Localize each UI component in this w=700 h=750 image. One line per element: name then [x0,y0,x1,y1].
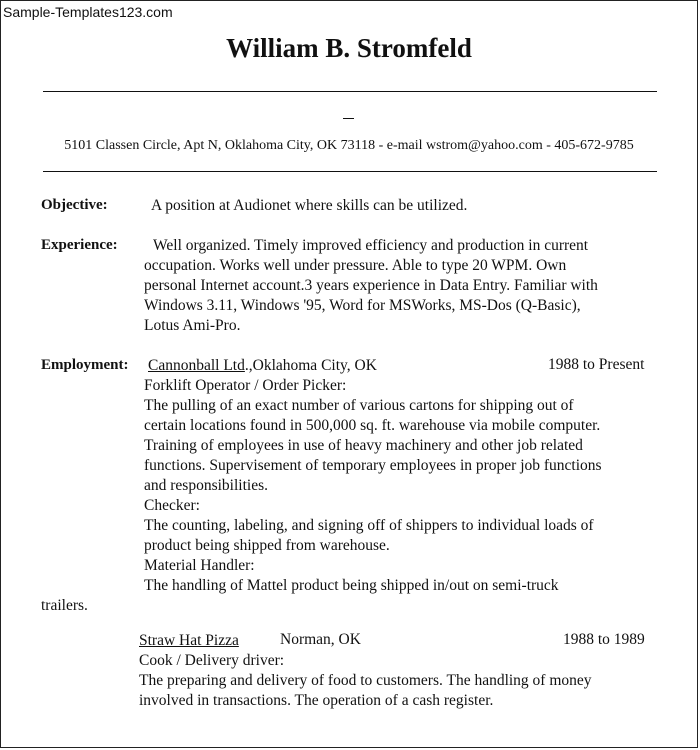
job-location: .,Oklahoma City, OK [244,357,377,374]
job-line: product being shipped from warehouse. [144,537,390,554]
job-line: Forklift Operator / Order Picker: [144,377,347,394]
job-line: functions. Supervisement of temporary employees in proper job functions [144,457,602,474]
experience-line: Windows 3.11, Windows '95, Word for MSWorks, MS-Dos (Q-Basic), [144,297,581,314]
job-line: Checker: [144,497,200,514]
objective-text: A position at Audionet where skills can be utilized. [151,197,468,214]
job-location: Norman, OK [280,631,361,648]
job-description [139,651,592,711]
experience-label: Experience: [41,237,118,253]
job-line: The counting, labeling, and signing off of shippers to individual loads of [144,517,594,534]
job-description [144,376,602,596]
experience-line: personal Internet account.3 years experience in Data Entry. Familiar with [144,277,598,294]
employment-label: Employment: [41,357,129,373]
job-dates: 1988 to Present [548,356,645,373]
header-divider-bottom [43,171,657,172]
header-dash [343,118,354,119]
job-heading [148,356,377,376]
experience-line: occupation. Works well under pressure. Able to type 20 WPM. Own [144,257,567,274]
candidate-name: William B. Stromfeld [226,33,472,63]
experience-line: Well organized. Timely improved efficiency and production in current [153,237,589,254]
job-line: Training of employees in use of heavy machinery and other job related [144,437,583,454]
experience-line: Lotus Ami-Pro. [144,317,241,334]
job-line: involved in transactions. The operation of a cash register. [139,692,494,709]
job-line-overflow: trailers. [41,597,88,614]
job-line: The handling of Mattel product being shipped in/out on semi-truck [144,577,559,594]
job-dates: 1988 to 1989 [563,631,645,648]
experience-text [144,236,598,336]
job-line: and responsibilities. [144,477,268,494]
objective-label: Objective: [41,197,108,213]
job-line: The preparing and delivery of food to customers. The handling of money [139,672,592,689]
company-name: Cannonball Ltd [148,357,245,374]
contact-line: 5101 Classen Circle, Apt N, Oklahoma City, OK 73118 - e-mail wstrom@yahoo.com - 405-672-9785 [64,138,634,153]
job-line: Material Handler: [144,557,255,574]
watermark-text: Sample-Templates123.com [3,4,173,20]
job-heading [139,631,239,651]
job-line: The pulling of an exact number of various cartons for shipping out of [144,397,574,414]
header-divider-top [43,91,657,92]
job-line: Cook / Delivery driver: [139,652,285,669]
job-line: certain locations found in 500,000 sq. ft. warehouse via mobile computer. [144,417,601,434]
company-name: Straw Hat Pizza [139,632,239,649]
